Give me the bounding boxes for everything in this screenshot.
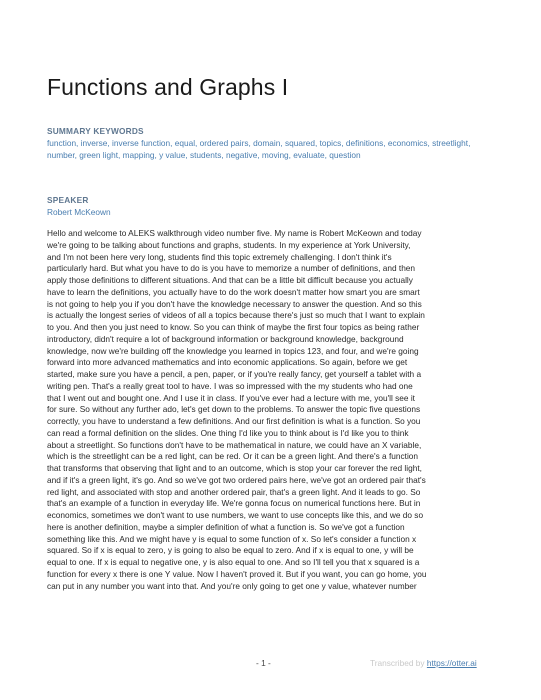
summary-keywords-section — [47, 126, 497, 161]
transcript-body — [47, 228, 497, 592]
transcript-line: here is another definition, maybe a simpler definition of what a function is. So we've got a function — [47, 521, 405, 532]
transcript-line: which is the streetlight can be a red light, can be red. Or it can be a green light. And there's a function — [47, 451, 419, 462]
transcript-line: introductory, didn't require a lot of background information or background knowledge, background — [47, 333, 404, 344]
transcript-line: something like this. And we might have y is equal to some function of x. So let's consider a function x — [47, 533, 417, 544]
transcript-line: that transforms that observing that light and to an outcome, which is stop your car forever the red light, — [47, 463, 422, 473]
transcript-line: is not going to help you if you don't have the knowledge necessary to answer the question. And so this — [47, 298, 422, 309]
speaker-section — [47, 195, 497, 219]
transcript-line: that I went out and bought one. And I use it in class. If you've ever had a lecture with me, you'll see it — [47, 392, 415, 403]
transcript-line: we're going to be talking about functions and graphs, students. In my experience at York University, — [47, 239, 411, 250]
transcript-line: that's an example of a function in everyday life. We're gonna focus on numerical functions here. But in — [47, 498, 421, 509]
transcript-line: squared. So if x is equal to zero, y is going to also be equal to zero. And if x is equal to one, y will be — [47, 545, 414, 556]
transcript-line: knowledge, now we're building off the knowledge you learned in topics 123, and four, and we're going — [47, 345, 419, 356]
transcript-line: Hello and welcome to ALEKS walkthrough video number five. My name is Robert McKeown and today — [47, 228, 422, 238]
transcript-line: for sure. So without any further ado, let's get down to the problems. To answer the topic five questions — [47, 404, 421, 415]
summary-keywords-label: SUMMARY KEYWORDS — [47, 126, 144, 136]
transcript-line: red light, and associated with stop and another ordered pair, that's a green light. And it leads to go. So — [47, 486, 421, 497]
transcript-line: to you. And then you just need to know. So you can think of maybe the first four topics as being rather — [47, 322, 420, 332]
speaker-label: SPEAKER — [47, 195, 89, 205]
transcript-line: particularly hard. But what you have to do is you have to memorize a number of definitions, and then — [47, 263, 416, 274]
transcript-line: forward into more advanced mathematics and into economic applications. So again, before we get — [47, 357, 408, 368]
transcript-line: writing pen. That's a really great tool to have. I was so impressed with the my students who had one — [47, 380, 413, 391]
credit-text: Transcribed by — [370, 658, 427, 668]
transcript-line: can read a formal definition on the slides. One thing I'd like you to think about is I'd like you to think — [47, 427, 409, 438]
transcript-line: function for every x there is one Y value. Now I haven't proved it. But if you want, you can go home, you — [47, 568, 427, 579]
page-number: - 1 - — [256, 658, 271, 668]
transcript-line: have to learn the definitions, you actually have to do the work doesn't matter how smart you are smart — [47, 286, 420, 297]
transcript-line: is actually the longest series of videos of all a topics because there's just so much that I want to explain — [47, 310, 425, 321]
page-title: Functions and Graphs I — [47, 74, 289, 100]
transcript-line: started, make sure you have a pencil, a pen, paper, or if you're really fancy, get yourself a tablet with a — [47, 369, 422, 379]
transcript-line: economics, sometimes we don't want to use numbers, we want to use concepts like this, and we do so — [47, 510, 424, 520]
otter-ai-link[interactable]: https://otter.ai — [426, 658, 477, 668]
transcription-credit — [370, 658, 477, 668]
transcript-line: correctly, you have to understand a few definitions. And our first definition is what is a function. So you — [47, 416, 421, 426]
speaker-name: Robert McKeown — [47, 207, 111, 217]
transcript-line: can put in any number you want into that. And you're only going to get one y value, whatever number — [47, 580, 417, 591]
summary-keywords-text: function, inverse, inverse function, equal, ordered pairs, domain, squared, topics, definitions, economics, streetlight, number, green light, mapping, y value, students, negative, moving, evaluate, question — [47, 138, 471, 160]
transcript-line: apply those definitions to different situations. And that can be a little bit difficult because you actually — [47, 275, 413, 285]
transcript-line: equal to one. If x is equal to negative one, y is also equal to one. And so I'll tell you that x squared is a — [47, 557, 420, 567]
transcript-line: and I'm not been here very long, students find this topic extremely challenging. I don't think it's — [47, 251, 392, 262]
transcript-line: and if it's a green light, it's go. And so we've got two ordered pairs here, we've got an ordered pair that's — [47, 474, 426, 485]
transcript-line: about a streetlight. So functions don't have to be mathematical in nature, we could have an X variable, — [47, 439, 422, 450]
